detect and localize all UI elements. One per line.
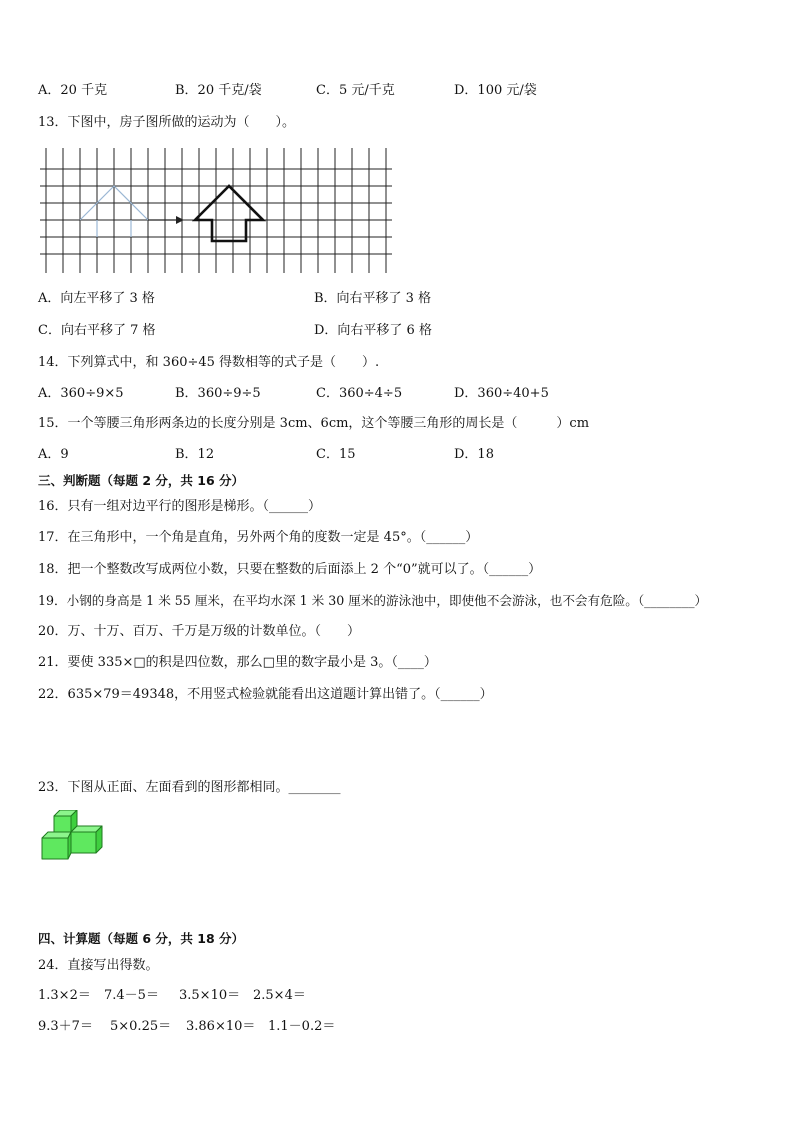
q12-option-a: A．20 千克 [38,83,108,98]
q16: 16．只有一组对边平行的图形是梯形。（______） [38,499,322,514]
q14-option-c: C．360÷4÷5 [316,386,403,401]
q12-option-b: B．20 千克/袋 [175,83,262,98]
q14-option-d: D．360÷40+5 [454,386,549,401]
q15-option-b: B．12 [175,447,215,462]
q14-option-a: A．360÷9×5 [38,386,124,401]
calc-4: 2.5×4＝ [253,988,306,1003]
calc-1: 1.3×2＝ [38,988,91,1003]
q15-option-a: A．9 [38,447,69,462]
q17: 17．在三角形中，一个角是直角，另外两个角的度数一定是 45°。（______） [38,530,479,545]
calc-8: 1.1－0.2＝ [268,1019,336,1034]
q13-option-c: C．向右平移了 7 格 [38,323,156,338]
q13-option-d: D．向右平移了 6 格 [314,323,432,338]
q13-option-a: A．向左平移了 3 格 [38,291,155,306]
q14-stem: 14．下列算式中，和 360÷45 得数相等的式子是（ ）. [38,355,380,370]
q20: 20．万、十万、百万、千万是万级的计数单位。（ ） [38,624,361,639]
q24-stem: 24．直接写出得数。 [38,958,159,973]
section3-heading: 三、判断题（每题 2 分，共 16 分） [38,473,245,488]
q23: 23．下图从正面、左面看到的图形都相同。________ [38,780,341,795]
q15-option-c: C．15 [316,447,356,462]
q19: 19．小钢的身高是 1 米 55 厘米，在平均水深 1 米 30 厘米的游泳池中，即使他不会游泳，也不会有危险。（________） [38,593,708,608]
calc-5: 9.3＋7＝ [38,1019,93,1034]
q12-option-c: C．5 元/千克 [316,83,395,98]
q15-stem: 15．一个等腰三角形两条边的长度分别是 3cm、6cm，这个等腰三角形的周长是（ ）cm [38,416,590,431]
calc-6: 5×0.25＝ [110,1019,172,1034]
green-cubes-figure [40,810,106,862]
calc-2: 7.4－5＝ [104,988,159,1003]
q21: 21．要使 335×□的积是四位数，那么□里的数字最小是 3。（____） [38,655,437,670]
q13-stem: 13．下图中，房子图所做的运动为（ ）。 [38,115,296,130]
grid-translation-figure [40,148,398,273]
q18: 18．把一个整数改写成两位小数，只要在整数的后面添上 2 个“0”就可以了。（______） [38,562,542,577]
calc-7: 3.86×10＝ [186,1019,256,1034]
calc-3: 3.5×10＝ [179,988,241,1003]
q15-option-d: D．18 [454,447,494,462]
q12-option-d: D．100 元/袋 [454,83,537,98]
q13-option-b: B．向右平移了 3 格 [314,291,432,306]
q14-option-b: B．360÷9÷5 [175,386,261,401]
q22: 22．635×79＝49348，不用竖式检验就能看出这道题计算出错了。（______） [38,687,493,702]
section4-heading: 四、计算题（每题 6 分，共 18 分） [38,931,245,946]
